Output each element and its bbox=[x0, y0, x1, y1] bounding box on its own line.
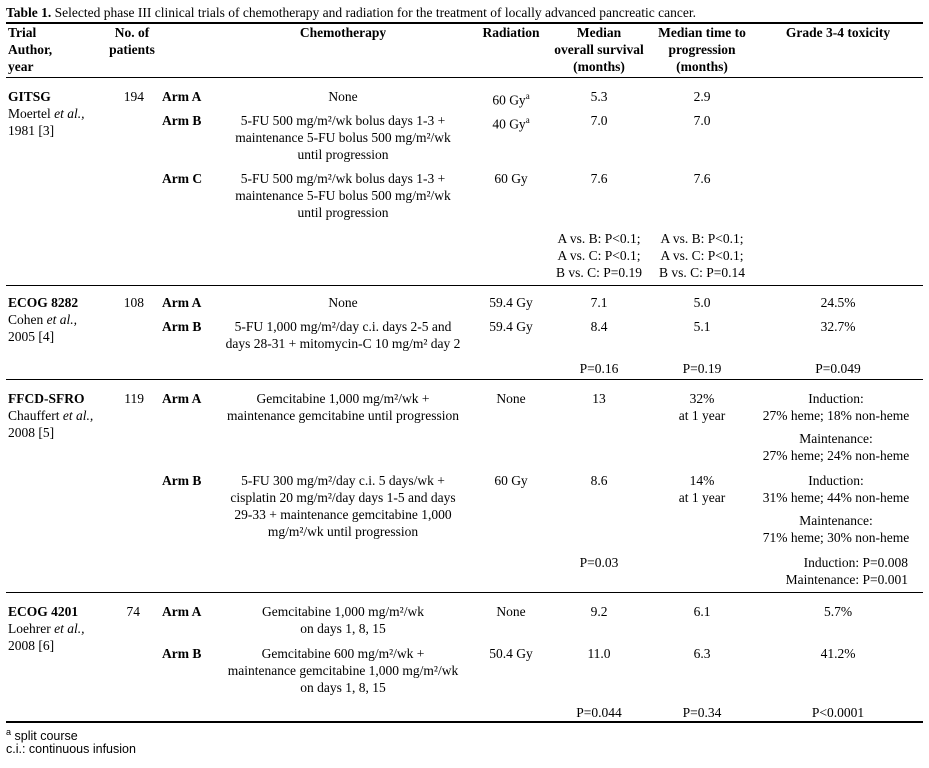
table-caption bbox=[6, 4, 696, 21]
median-os: 8.4 bbox=[590, 319, 608, 334]
header-toxicity: Grade 3-4 toxicity bbox=[785, 25, 891, 40]
pvalue-toxicity: P<0.0001 bbox=[811, 705, 865, 720]
arm-label: Arm B bbox=[162, 646, 202, 661]
row-rule bbox=[6, 285, 923, 286]
pvalue-os: P=0.16 bbox=[579, 361, 619, 376]
header-rule bbox=[6, 77, 923, 78]
median-os: 7.0 bbox=[590, 113, 608, 128]
median-os: 8.6 bbox=[590, 473, 608, 488]
median-os: 9.2 bbox=[590, 604, 608, 619]
pvalue-ttp: P=0.19 bbox=[682, 361, 722, 376]
toxicity: 32.7% bbox=[820, 319, 856, 334]
radiation-dose: 59.4 Gy bbox=[489, 295, 533, 310]
chemo-regimen: 5-FU 500 mg/m²/wk bolus days 1-3 + maintenance 5-FU bolus 500 mg/m²/wk until progression bbox=[235, 171, 451, 220]
radiation-dose: 60 Gy bbox=[494, 171, 528, 186]
arm-label: Arm A bbox=[162, 604, 202, 619]
chemo-regimen: 5-FU 300 mg/m²/day c.i. 5 days/wk + cisplatin 20 mg/m²/day days 1-5 and days 29-33 + maintenance gemcitabine 1,000 mg/m²/wk until progression bbox=[230, 473, 456, 539]
median-os: 5.3 bbox=[590, 89, 608, 104]
median-ttp: 14% at 1 year bbox=[678, 473, 726, 505]
arm-label: Arm B bbox=[162, 473, 202, 488]
radiation-dose: 60 Gy$^a$ bbox=[492, 91, 530, 108]
median-ttp: 5.0 bbox=[693, 295, 711, 310]
pvalue-toxicity: Induction: P=0.008 Maintenance: P=0.001 bbox=[785, 555, 908, 587]
radiation-dose: 60 Gy bbox=[494, 473, 528, 488]
arm-label: Arm A bbox=[162, 89, 202, 104]
chemo-regimen: None bbox=[328, 295, 358, 310]
patient-count: 108 bbox=[123, 295, 144, 310]
pvalue-os: P=0.044 bbox=[576, 705, 622, 720]
arm-label: Arm B bbox=[162, 113, 202, 128]
footnote-split-course: $^a$ split course bbox=[6, 727, 78, 744]
header-trial: Trial Author, year bbox=[8, 25, 53, 74]
arm-label: Arm B bbox=[162, 319, 202, 334]
row-rule bbox=[6, 379, 923, 380]
radiation-dose: None bbox=[496, 604, 526, 619]
arm-label: Arm C bbox=[162, 171, 203, 186]
pvalue-toxicity: P=0.049 bbox=[815, 361, 861, 376]
chemo-regimen: 5-FU 1,000 mg/m²/day c.i. days 2-5 and days 28-31 + mitomycin-C 10 mg/m² day 2 bbox=[225, 319, 461, 351]
median-ttp: 6.3 bbox=[693, 646, 711, 661]
toxicity: 41.2% bbox=[820, 646, 856, 661]
radiation-dose: 40 Gy$^a$ bbox=[492, 115, 530, 132]
pvalues-os: A vs. B: P<0.1; A vs. C: P<0.1; B vs. C: P=0.19 bbox=[555, 231, 642, 280]
caption-text: Selected phase III clinical trials of chemotherapy and radiation for the treatment of locally advanced pancreatic cancer. bbox=[51, 5, 696, 20]
toxicity: 24.5% bbox=[820, 295, 856, 310]
trial-name-cell: GITSG Moertel et al., 1981 [3] bbox=[8, 89, 85, 138]
median-ttp: 5.1 bbox=[693, 319, 711, 334]
trial-name-cell: ECOG 8282 Cohen et al., 2005 [4] bbox=[8, 295, 79, 344]
patient-count: 119 bbox=[124, 391, 144, 406]
header-time-to-progression: Median time to progression (months) bbox=[658, 25, 746, 74]
trial-name-cell: FFCD-SFRO Chauffert et al., 2008 [5] bbox=[8, 391, 94, 440]
median-os: 11.0 bbox=[587, 646, 611, 661]
chemo-regimen: 5-FU 500 mg/m²/wk bolus days 1-3 + maintenance 5-FU bolus 500 mg/m²/wk until progression bbox=[235, 113, 451, 162]
median-os: 7.6 bbox=[590, 171, 608, 186]
chemo-regimen: Gemcitabine 1,000 mg/m²/wk + maintenance gemcitabine until progression bbox=[226, 391, 460, 423]
median-ttp: 32% at 1 year bbox=[678, 391, 726, 423]
median-ttp: 2.9 bbox=[693, 89, 711, 104]
median-os: 13 bbox=[592, 391, 606, 406]
header-radiation: Radiation bbox=[482, 25, 540, 40]
arm-label: Arm A bbox=[162, 295, 202, 310]
chemo-regimen: Gemcitabine 600 mg/m²/wk + maintenance gemcitabine 1,000 mg/m²/wk on days 1, 8, 15 bbox=[227, 646, 459, 695]
patient-count: 74 bbox=[126, 604, 140, 619]
median-ttp: 7.0 bbox=[693, 113, 711, 128]
toxicity: Induction: 31% heme; 44% non-heme Maintenance: 71% heme; 30% non-heme bbox=[762, 473, 910, 545]
header-patients: No. of patients bbox=[109, 25, 155, 57]
median-ttp: 6.1 bbox=[693, 604, 711, 619]
radiation-dose: None bbox=[496, 391, 526, 406]
pvalue-ttp: P=0.34 bbox=[682, 705, 722, 720]
trial-name-cell: ECOG 4201 Loehrer et al., 2008 [6] bbox=[8, 604, 85, 653]
median-os: 7.1 bbox=[590, 295, 608, 310]
pvalue-os: P=0.03 bbox=[579, 555, 619, 570]
chemo-regimen: None bbox=[328, 89, 358, 104]
caption-label: Table 1. bbox=[6, 5, 52, 20]
arm-label: Arm A bbox=[162, 391, 202, 406]
header-overall-survival: Median overall survival (months) bbox=[554, 25, 644, 74]
pvalues-ttp: A vs. B: P<0.1; A vs. C: P<0.1; B vs. C: P=0.14 bbox=[658, 231, 745, 280]
radiation-dose: 50.4 Gy bbox=[489, 646, 533, 661]
toxicity: Induction: 27% heme; 18% non-heme Maintenance: 27% heme; 24% non-heme bbox=[762, 391, 910, 463]
footnote-continuous-infusion: c.i.: continuous infusion bbox=[6, 742, 136, 756]
median-ttp: 7.6 bbox=[693, 171, 711, 186]
header-chemotherapy: Chemotherapy bbox=[299, 25, 387, 40]
bottom-rule bbox=[6, 721, 923, 723]
chemo-regimen: Gemcitabine 1,000 mg/m²/wk on days 1, 8, 15 bbox=[262, 604, 424, 636]
radiation-dose: 59.4 Gy bbox=[489, 319, 533, 334]
row-rule bbox=[6, 592, 923, 593]
toxicity: 5.7% bbox=[823, 604, 853, 619]
patient-count: 194 bbox=[123, 89, 144, 104]
